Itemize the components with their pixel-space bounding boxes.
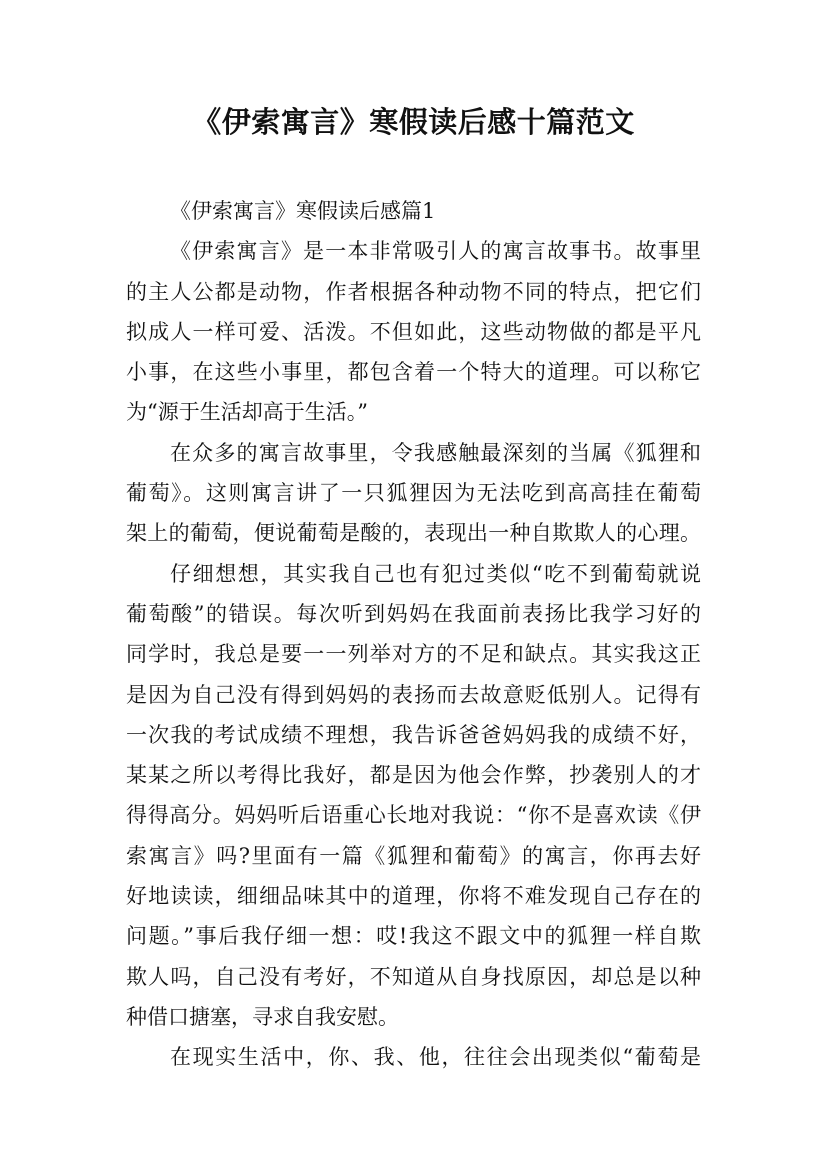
paragraph-line: 在现实生活中，你、我、他，往往会出现类似“葡萄是 — [170, 1045, 701, 1070]
paragraph-line: 一次我的考试成绩不理想，我告诉爸爸妈妈我的成绩不好， — [126, 722, 701, 747]
paragraph-line: 葡萄酸”的错误。每次听到妈妈在我面前表扬比我学习好的 — [126, 601, 701, 626]
paragraph-line: 仔细想想，其实我自己也有犯过类似“吃不到葡萄就说 — [170, 561, 701, 586]
paragraph-line: 某某之所以考得比我好，都是因为他会作弊，抄袭别人的才 — [126, 763, 701, 788]
paragraph-line: 葡萄》。这则寓言讲了一只狐狸因为无法吃到高高挂在葡萄 — [126, 481, 701, 506]
paragraph-line: 是因为自己没有得到妈妈的表扬而去故意贬低别人。记得有 — [126, 682, 701, 707]
paragraph-line: 的主人公都是动物，作者根据各种动物不同的特点，把它们 — [126, 279, 701, 304]
paragraph-line: 种借口搪塞，寻求自我安慰。 — [126, 1004, 399, 1029]
document-body — [126, 191, 701, 1078]
document-title: 《伊索寓言》寒假读后感十篇范文 — [192, 105, 635, 139]
paragraph-line: 问题。”事后我仔细一想：哎!我这不跟文中的狐狸一样自欺 — [126, 924, 701, 949]
section-heading: 《伊索寓言》寒假读后感篇1 — [170, 199, 436, 223]
paragraph-line: 小事，在这些小事里，都包含着一个特大的道理。可以称它 — [126, 360, 701, 385]
paragraph-line: 在众多的寓言故事里，令我感触最深刻的当属《狐狸和 — [170, 440, 701, 465]
paragraph-line: 同学时，我总是要一一列举对方的不足和缺点。其实我这正 — [126, 642, 701, 667]
paragraph-line: 索寓言》吗?里面有一篇《狐狸和葡萄》的寓言，你再去好 — [126, 843, 701, 868]
paragraph-line: 欺人吗，自己没有考好，不知道从自身找原因，却总是以种 — [126, 964, 701, 989]
paragraph-line: 得得高分。妈妈听后语重心长地对我说：“你不是喜欢读《伊 — [126, 803, 701, 828]
paragraph-line: 《伊索寓言》是一本非常吸引人的寓言故事书。故事里 — [170, 239, 701, 264]
paragraph-line: 拟成人一样可爱、活泼。不但如此，这些动物做的都是平凡 — [126, 319, 701, 344]
paragraph-line: 为“源于生活却高于生活。” — [126, 400, 368, 425]
paragraph-line: 架上的葡萄，便说葡萄是酸的，表现出一种自欺欺人的心理。 — [126, 521, 701, 546]
paragraph-line: 好地读读，细细品味其中的道理，你将不难发现自己存在的 — [126, 884, 701, 909]
